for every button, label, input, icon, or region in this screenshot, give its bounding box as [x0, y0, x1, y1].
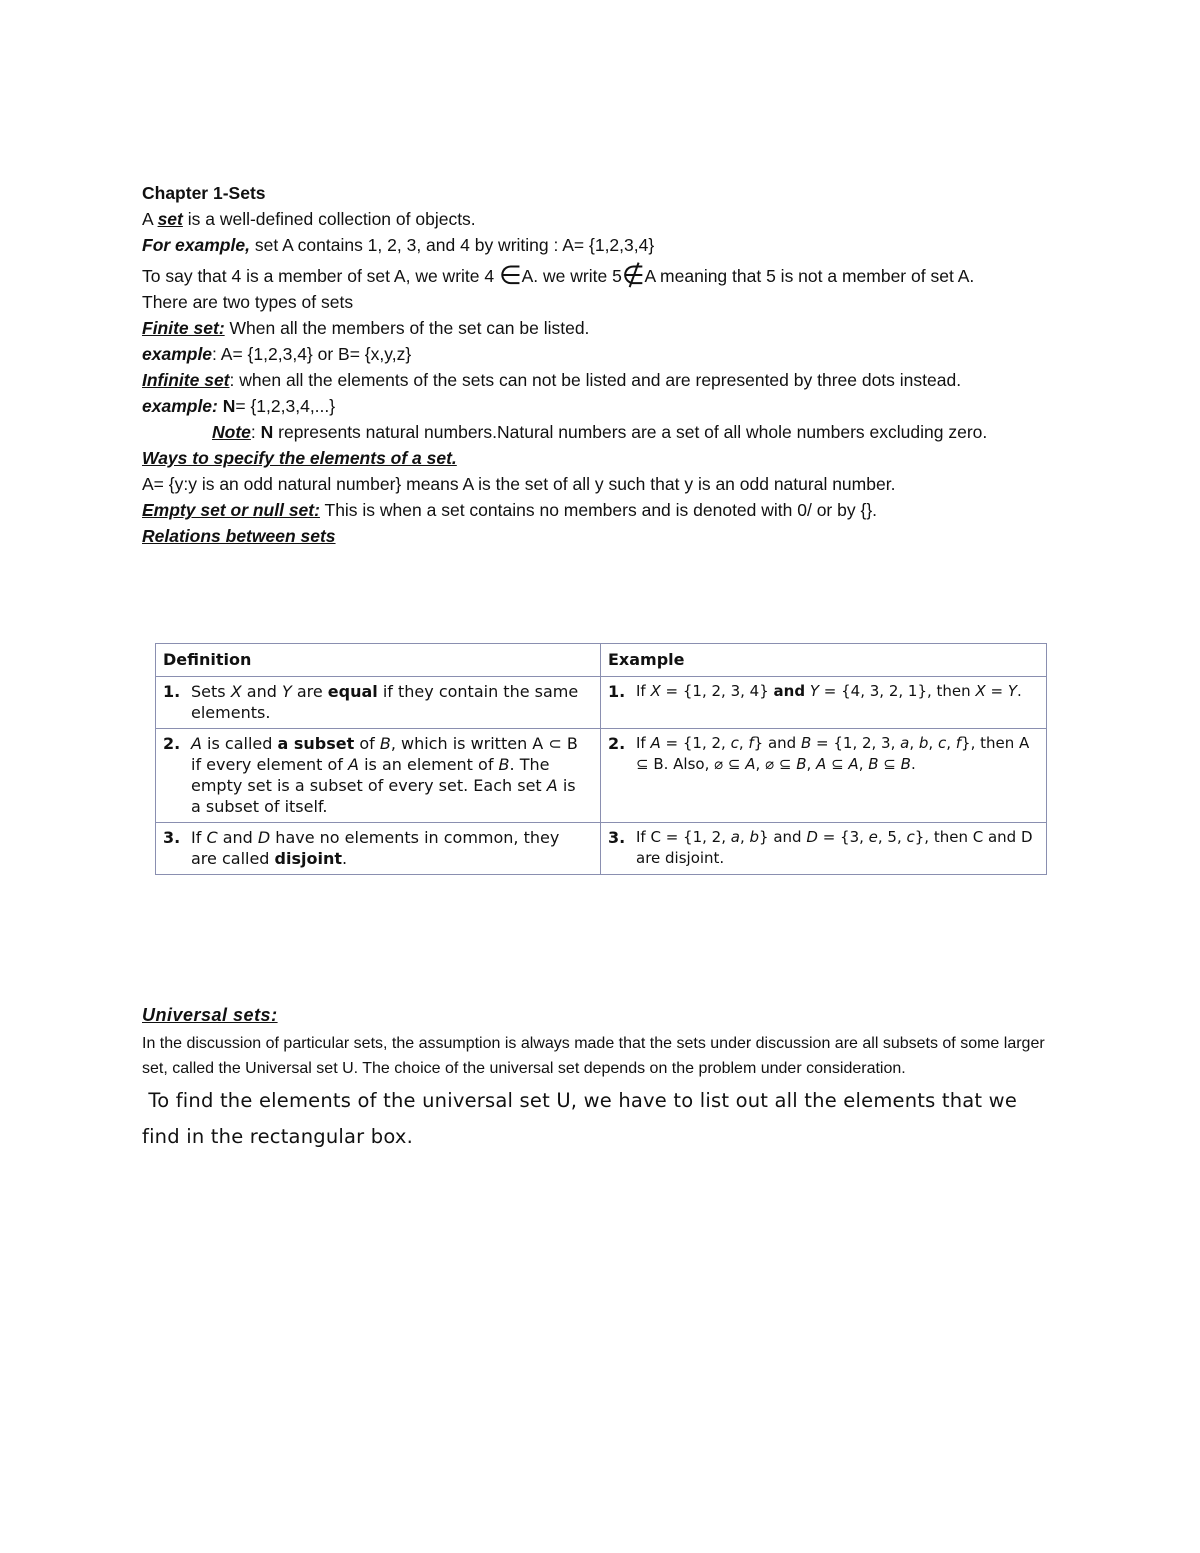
universal-heading: Universal sets:	[142, 1005, 278, 1025]
universal-paragraph: In the discussion of particular sets, the assumption is always made that the sets under discussion are all subsets of some larger set, called the Universal set U. The choice of the universal set depends on the problem under consideration.	[142, 1035, 1045, 1077]
row-number: 3.	[163, 828, 181, 847]
empty-set-line: Empty set or null set: This is when a set contains no members and is denoted with 0/ or by {}.	[142, 500, 878, 520]
example-cell	[601, 729, 1047, 823]
example-cell	[601, 823, 1047, 875]
example-text: If C = {1, 2, a, b} and D = {3, e, 5, c}, then C and D are disjoint.	[636, 828, 1033, 867]
definition-cell	[156, 677, 601, 729]
two-types-line: There are two types of sets	[142, 292, 354, 312]
example-text: If A = {1, 2, c, f} and B = {1, 2, 3, a, b, c, f}, then A ⊆ B. Also, ⌀ ⊆ A, ⌀ ⊆ B, A ⊆ A, B ⊆ B.	[636, 734, 1030, 773]
example-number: 3.	[608, 828, 626, 847]
element-of-symbol: ∈	[498, 260, 522, 290]
ways-heading: Ways to specify the elements of a set.	[142, 448, 457, 468]
chapter-title: Chapter 1-Sets	[142, 183, 266, 203]
row-number: 1.	[163, 682, 181, 701]
sets-notes	[142, 180, 1062, 549]
definition-cell	[156, 823, 601, 875]
finite-set-line: Finite set: When all the members of the set can be listed.	[142, 318, 590, 338]
finite-example-line: example: A= {1,2,3,4} or B= {x,y,z}	[142, 344, 412, 364]
set-definition: A set is a well-defined collection of objects.	[142, 209, 476, 229]
table-row	[156, 677, 1047, 729]
for-example-line: For example, set A contains 1, 2, 3, and 4 by writing : A= {1,2,3,4}	[142, 235, 655, 255]
example-number: 1.	[608, 682, 626, 701]
example-text: If X = {1, 2, 3, 4} and Y = {4, 3, 2, 1}, then X = Y.	[636, 682, 1022, 700]
not-element-of-symbol: ∉	[621, 260, 645, 290]
infinite-example-line: example: N= {1,2,3,4,...}	[142, 396, 336, 416]
relations-table	[155, 643, 1047, 875]
table-header-row	[156, 644, 1047, 677]
table-row	[156, 729, 1047, 823]
example-number: 2.	[608, 734, 626, 753]
table-row	[156, 823, 1047, 875]
infinite-set-line: Infinite set: when all the elements of the sets can not be listed and are represented by three dots instead.	[142, 370, 962, 390]
row-number: 2.	[163, 734, 181, 753]
relations-table-wrapper	[155, 643, 1047, 875]
universal-sets-section	[142, 1005, 1062, 1155]
set-builder-line: A= {y:y is an odd natural number} means A is the set of all y such that y is an odd natural number.	[142, 474, 896, 494]
header-example: Example	[601, 644, 1047, 677]
definition-text: A is called a subset of B, which is written A ⊂ B if every element of A is an element of B. The empty set is a subset of every set. Each set A is a subset of itself.	[191, 734, 578, 816]
membership-line: To say that 4 is a member of set A, we write 4 ∈A. we write 5∉A meaning that 5 is not a member of set A.	[142, 260, 975, 290]
relations-heading: Relations between sets	[142, 526, 336, 546]
note-line: Note: N represents natural numbers.Natural numbers are a set of all whole numbers excluding zero.	[212, 422, 988, 442]
example-cell	[601, 677, 1047, 729]
header-definition: Definition	[156, 644, 601, 677]
definition-cell	[156, 729, 601, 823]
term-set: set	[157, 209, 183, 229]
definition-text: If C and D have no elements in common, they are called disjoint.	[191, 828, 560, 868]
universal-handwritten-note: To find the elements of the universal set U, we have to list out all the elements that we find in the rectangular box.	[142, 1089, 1018, 1148]
definition-text: Sets X and Y are equal if they contain the same elements.	[191, 682, 579, 722]
